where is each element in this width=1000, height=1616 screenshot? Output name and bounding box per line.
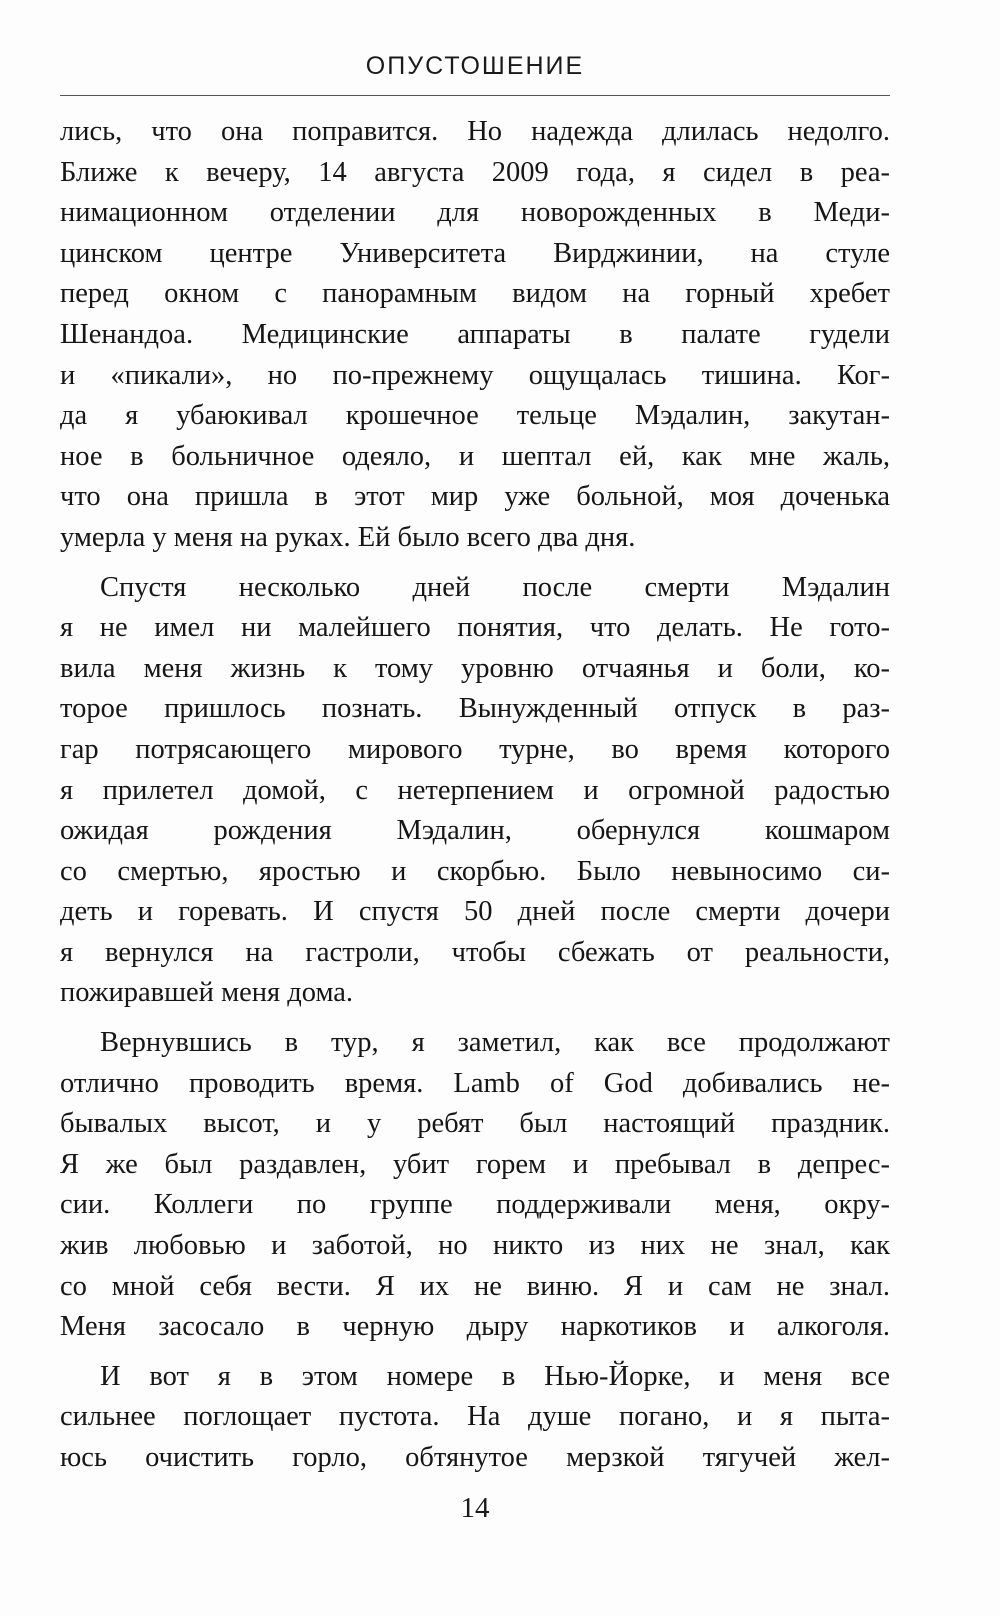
- text-line: деть и горевать. И спустя 50 дней после смерти дочери: [60, 896, 890, 928]
- text-line: и «пикали», но по-прежнему ощущалась тишина. Ког-: [60, 359, 890, 391]
- text-line: ожидая рождения Мэдалин, обернулся кошмаром: [60, 815, 890, 847]
- text-line: перед окном с панорамным видом на горный хребет: [60, 278, 890, 310]
- header-rule: [60, 95, 890, 96]
- paragraph-1: [60, 112, 890, 559]
- text-line: со мной себя вести. Я их не виню. Я и сам не знал.: [60, 1270, 890, 1302]
- text-line: умерла у меня на руках. Ей было всего два дня.: [60, 521, 636, 553]
- text-line: Я же был раздавлен, убит горем и пребывал в депрес-: [60, 1148, 890, 1180]
- text-line: нимационном отделении для новорожденных в Меди-: [60, 197, 890, 229]
- text-line: торое пришлось познать. Вынужденный отпуск в раз-: [60, 693, 890, 725]
- text-line: Спустя несколько дней после смерти Мэдалин: [100, 571, 890, 603]
- text-line: сильнее поглощает пустота. На душе погано, и я пыта-: [60, 1401, 890, 1433]
- text-line: со смертью, яростью и скорбью. Было невыносимо си-: [60, 855, 890, 887]
- text-line: сии. Коллеги по группе поддерживали меня, окру-: [60, 1189, 890, 1221]
- text-line: юсь очистить горло, обтянутое мерзкой тягучей жел-: [60, 1442, 890, 1473]
- text-line: я вернулся на гастроли, чтобы сбежать от реальности,: [60, 936, 890, 968]
- body-text: [60, 112, 890, 1488]
- text-line: цинском центре Университета Вирджинии, на стуле: [60, 237, 890, 269]
- text-line: что она пришла в этот мир уже больной, моя доченька: [60, 481, 890, 513]
- text-line: я не имел ни малейшего понятия, что делать. Не гото-: [60, 612, 890, 644]
- text-line: И вот я в этом номере в Нью-Йорке, и меня все: [100, 1360, 890, 1392]
- page-number: 14: [460, 1492, 490, 1524]
- text-line: Вернувшись в тур, я заметил, как все продолжают: [100, 1027, 890, 1059]
- text-line: вила меня жизнь к тому уровню отчаянья и боли, ко-: [60, 652, 890, 684]
- text-line: ное в больничное одеяло, и шептал ей, как мне жаль,: [60, 440, 890, 472]
- text-line: бывалых высот, и у ребят был настоящий праздник.: [60, 1108, 890, 1140]
- text-line: жив любовью и заботой, но никто из них не знал, как: [60, 1230, 890, 1262]
- running-title: ОПУСТОШЕНИЕ: [365, 52, 585, 80]
- paragraph-3: [60, 1023, 890, 1348]
- text-line: пожиравшей меня дома.: [60, 977, 354, 1009]
- paragraph-4: [60, 1357, 890, 1479]
- paragraph-2: [60, 568, 890, 1015]
- text-line: да я убаюкивал крошечное тельце Мэдалин, закутан-: [60, 400, 890, 432]
- text-line: я прилетел домой, с нетерпением и огромной радостью: [60, 774, 890, 806]
- text-line: гар потрясающего мирового турне, во время которого: [60, 733, 890, 765]
- text-line: Шенандоа. Медицинские аппараты в палате гудели: [60, 318, 890, 350]
- text-line: Ближе к вечеру, 14 августа 2009 года, я сидел в реа-: [60, 156, 890, 188]
- text-line: отлично проводить время. Lamb of God добивались не-: [60, 1067, 890, 1099]
- text-line: лись, что она поправится. Но надежда длилась недолго.: [60, 116, 890, 147]
- text-line: Меня засосало в черную дыру наркотиков и алкоголя.: [60, 1311, 890, 1343]
